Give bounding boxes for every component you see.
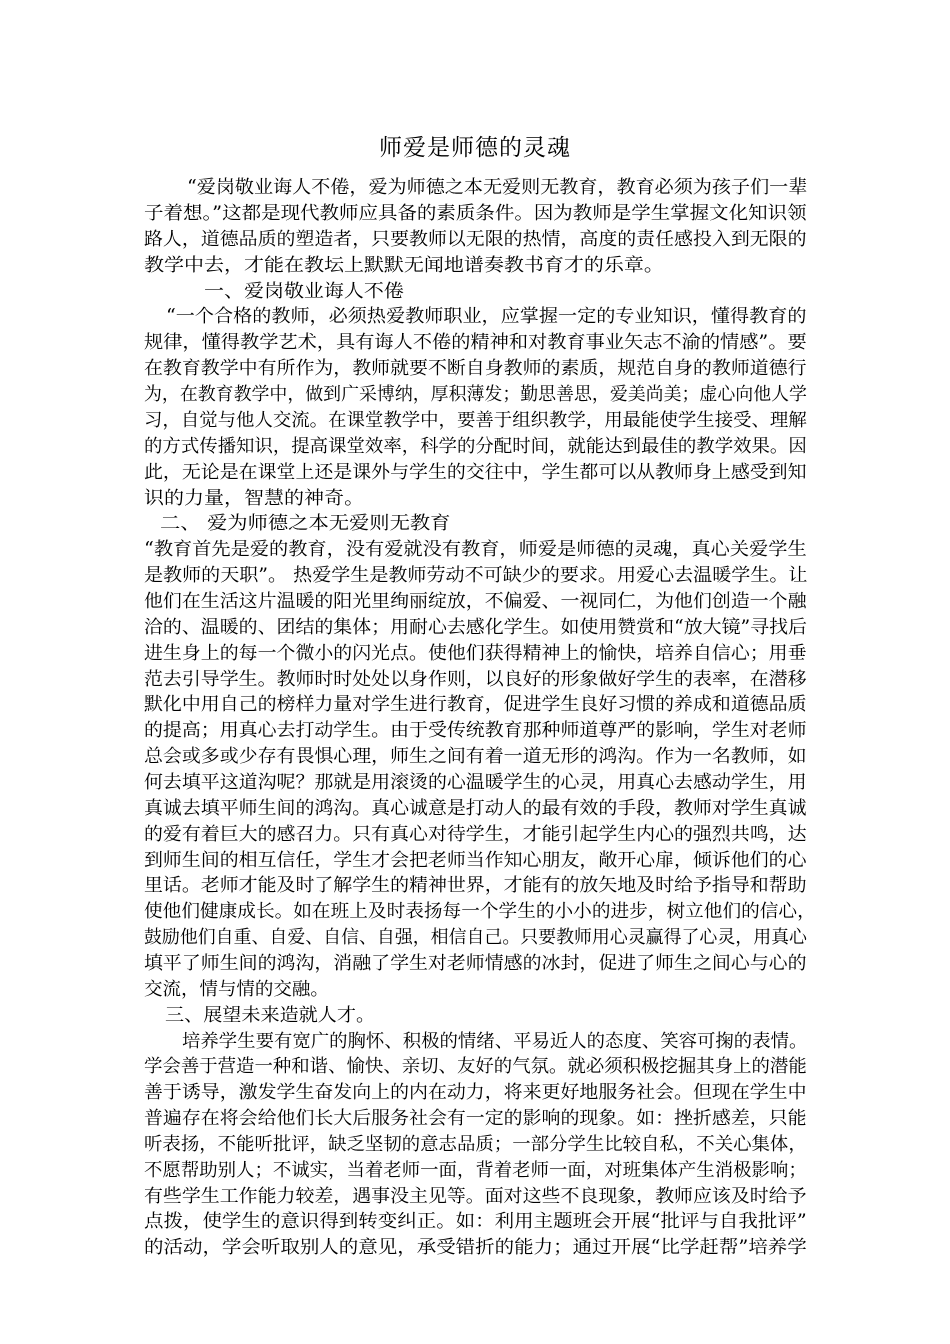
text-line: 的提高；用真心去打动学生。由于受传统教育那种师道尊严的影响，学生对老师 [144, 720, 807, 741]
text-line: 真诚去填平师生间的鸿沟。真心诚意是打动人的最有效的手段，教师对学生真诚 [144, 798, 807, 819]
text-line: 是教师的天职”。 热爱学生是教师劳动不可缺少的要求。用爱心去温暖学生。让 [144, 565, 808, 586]
text-line: 普遍存在将会给他们长大后服务社会有一定的影响的现象。如：挫折感差，只能 [144, 1108, 807, 1129]
text-line: 范去引导学生。教师时时处处以身作则，以良好的形象做好学生的表率，在潜移 [144, 669, 807, 690]
section-heading: 二、 爱为师德之本无爱则无教育 [160, 513, 451, 534]
text-line: 路人，道德品质的塑造者，只要教师以无限的热情，高度的责任感投入到无限的 [144, 229, 807, 250]
text-line: “爱岗敬业诲人不倦，爱为师德之本无爱则无教育，教育必须为孩子们一辈 [187, 177, 808, 198]
text-line: 的方式传播知识，提高课堂效率，科学的分配时间，就能达到最佳的教学效果。因 [144, 436, 807, 457]
text-line: 默化中用自己的榜样力量对学生进行教育，促进学生良好习惯的养成和道德品质 [144, 694, 807, 715]
text-line: 培养学生要有宽广的胸怀、积极的情绪、平易近人的态度、笑容可掬的表情。 [182, 1031, 808, 1052]
text-line: 填平了师生间的鸿沟，消融了学生对老师情感的冰封，促进了师生之间心与心的 [144, 953, 807, 974]
text-line: 里话。老师才能及时了解学生的精神世界，才能有的放矢地及时给予指导和帮助 [144, 875, 807, 896]
text-line: 的爱有着巨大的感召力。只有真心对待学生，才能引起学生内心的强烈共鸣，达 [144, 824, 807, 845]
text-line: 使他们健康成长。如在班上及时表扬每一个学生的小小的进步，树立他们的信心， [144, 901, 816, 922]
text-line: 有些学生工作能力较差，遇事没主见等。面对这些不良现象，教师应该及时给予 [144, 1186, 807, 1207]
text-line: 不愿帮助别人；不诚实，当着老师一面，背着老师一面，对班集体产生消极影响； [144, 1160, 807, 1181]
text-line: 识的力量，智慧的神奇。 [144, 488, 365, 509]
text-line: 此，无论是在课堂上还是课外与学生的交往中，学生都可以从教师身上感受到知 [144, 462, 807, 483]
text-line: “一个合格的教师，必须热爱教师职业，应掌握一定的专业知识，懂得教育的 [166, 306, 807, 327]
text-line: 教学中去，才能在教坛上默默无闻地谱奏教书育才的乐章。 [144, 255, 664, 276]
text-line: 洽的、温暖的、团结的集体；用耐心去感化学生。如使用赞赏和“放大镜”寻找后 [144, 617, 807, 638]
text-line: 鼓励他们自重、自爱、自信、自强，相信自己。只要教师用心灵赢得了心灵，用真心 [144, 927, 807, 948]
text-line: 习，自觉与他人交流。在课堂教学中，要善于组织教学，用最能使学生接受、理解 [144, 410, 807, 431]
text-line: 他们在生活这片温暖的阳光里绚丽绽放，不偏爱、一视同仁，为他们创造一个融 [144, 591, 807, 612]
text-line: 进生身上的每一个微小的闪光点。使他们获得精神上的愉快，培养自信心；用垂 [144, 643, 807, 664]
document-title: 师爱是师德的灵魂 [379, 135, 571, 161]
text-line: 何去填平这道沟呢？那就是用滚烫的心温暖学生的心灵，用真心去感动学生，用 [144, 772, 807, 793]
section-heading: 三、展望未来造就人才。 [165, 1005, 376, 1026]
text-line: 子着想。”这都是现代教师应具备的素质条件。因为教师是学生掌握文化知识领 [144, 203, 807, 224]
text-line: 听表扬，不能听批评，缺乏坚韧的意志品质；一部分学生比较自私，不关心集体， [144, 1134, 807, 1155]
text-line: 规律，懂得教学艺术，具有诲人不倦的精神和对教育事业矢志不渝的情感”。要 [144, 332, 807, 353]
text-line: “教育首先是爱的教育，没有爱就没有教育，师爱是师德的灵魂，真心关爱学生 [144, 539, 807, 560]
text-line: 学会善于营造一种和谐、愉快、亲切、友好的气氛。就必须积极挖掘其身上的潜能 [144, 1056, 807, 1077]
text-line: 到师生间的相互信任，学生才会把老师当作知心朋友，敞开心扉，倾诉他们的心 [144, 850, 807, 871]
text-line: 为，在教育教学中，做到广采博纳，厚积薄发；勤思善思，爱美尚美；虚心向他人学 [144, 384, 807, 405]
text-line: 在教育教学中有所作为，教师就要不断自身教师的素质，规范自身的教师道德行 [144, 358, 807, 379]
text-line: 交流，情与情的交融。 [144, 979, 329, 1000]
text-line: 总会或多或少存有畏惧心理，师生之间有着一道无形的鸿沟。作为一名教师，如 [144, 746, 807, 767]
text-line: 点拨，使学生的意识得到转变纠正。如：利用主题班会开展“批评与自我批评” [144, 1211, 807, 1232]
section-heading: 一、爱岗敬业诲人不倦 [204, 281, 404, 302]
text-line: 善于诱导，激发学生奋发向上的内在动力，将来更好地服务社会。但现在学生中 [144, 1082, 807, 1103]
text-line: 的活动，学会听取别人的意见，承受错折的能力；通过开展“比学赶帮”培养学 [144, 1237, 807, 1258]
